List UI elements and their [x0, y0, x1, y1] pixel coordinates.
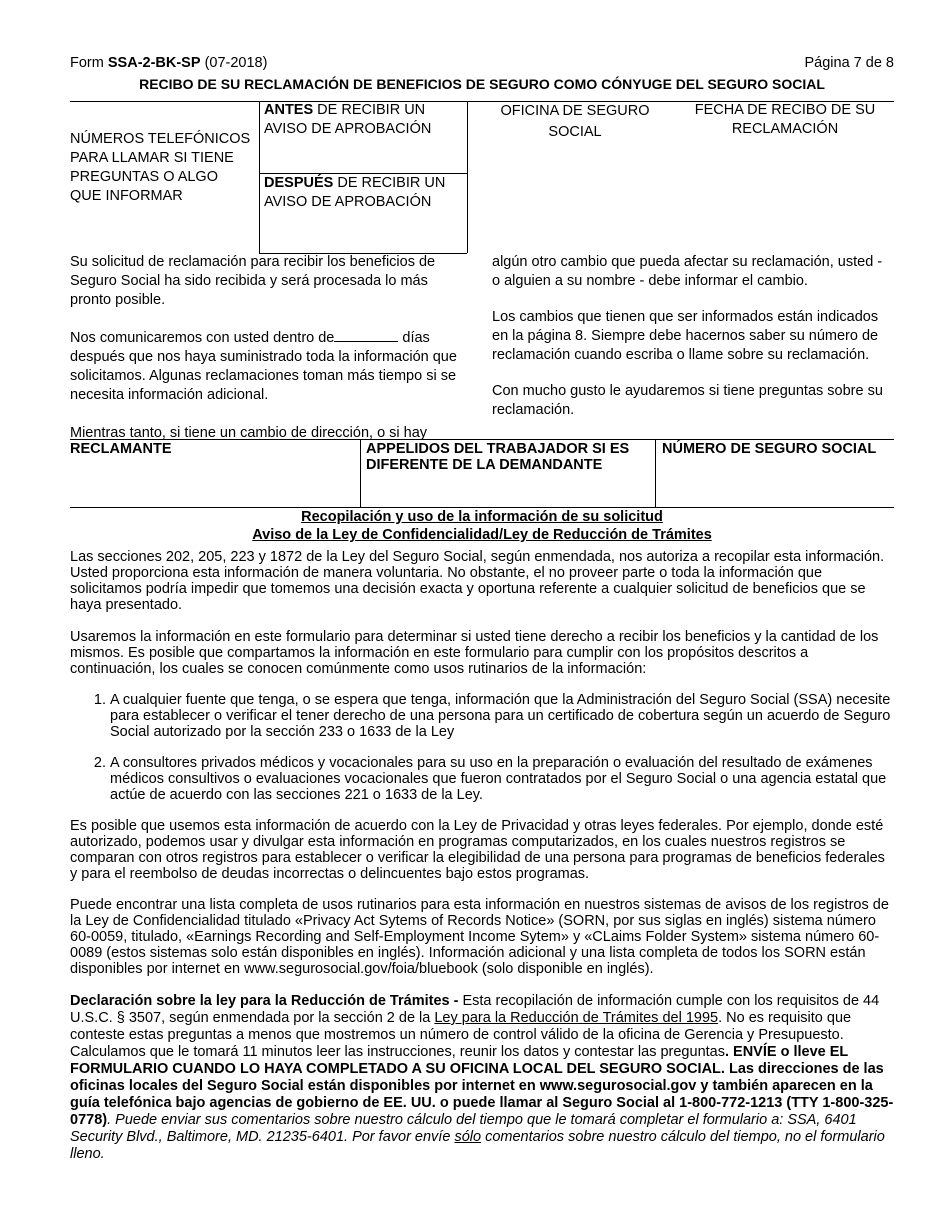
- page-number: Página 7 de 8: [804, 55, 894, 71]
- table-divider: [467, 101, 468, 253]
- form-id: Form SSA-2-BK-SP (07-2018): [70, 55, 268, 71]
- claimant-row-divider: [655, 439, 656, 507]
- table-divider: [259, 101, 260, 253]
- receipt-text-left: [70, 253, 465, 443]
- social-security-office-field[interactable]: OFICINA DE SEGURO SOCIAL: [500, 103, 650, 140]
- receipt-paragraph: Con mucho gusto le ayudaremos si tiene preguntas sobre su reclamación.: [492, 383, 883, 418]
- receipt-paragraph: Nos comunicaremos con usted dentro de días después que nos haya suministrado toda la información que solicitamos. Algunas reclamaciones toman más tiempo si se necesita información adicional.: [70, 330, 457, 403]
- form-title: RECIBO DE SU RECLAMACIÓN DE BENEFICIOS DE SEGURO COMO CÓNYUGE DEL SEGURO SOCIAL: [139, 76, 825, 92]
- worker-surname-field[interactable]: APPELIDOS DEL TRABAJADOR SI ES DIFERENTE DE LA DEMANDANTE: [366, 441, 630, 473]
- privacy-paragraph: Usaremos la información en este formulario para determinar si usted tiene derecho a recibir los beneficios y la cantidad de los mismos. Es posible que compartamos la información en este formulario para cumplir con los propósitos descritos a continuación, los cuales se conocen comúnmente como usos rutinarios de la información:: [70, 629, 879, 677]
- ssn-field[interactable]: NÚMERO DE SEGURO SOCIAL: [662, 441, 877, 457]
- list-item: 2. A consultores privados médicos y vocacionales para su uso en la preparación o evaluación del resultado de exámenes médicos consultivos o evaluaciones vocacionales que fueron contratados por el Seguro Social o una agencia estatal que actúe de acuerdo con las secciones 221 o 1633 de la Ley.: [110, 755, 896, 803]
- pra-law-link: Ley para la Reducción de Trámites del 1995: [434, 1010, 719, 1026]
- receipt-text-right: [492, 253, 894, 440]
- claimant-field[interactable]: RECLAMANTE: [70, 441, 172, 457]
- receipt-paragraph: Los cambios que tienen que ser informados están indicados en la página 8. Siempre debe hacernos saber su número de reclamación cuando escriba o llame sobre su reclamación.: [492, 309, 879, 363]
- privacy-paragraph: Puede encontrar una lista completa de usos rutinarios para esta información en nuestros sistemas de avisos de los registros de la Ley de Confidencialidad titulado «Privacy Act Sytems of Records Notice» (SORN, por sus siglas en inglés) sistema número 60-0059, titulado, «Earnings Recording and Self-Employment Income Sytem» y «CLaims Folder System» sistema número 60-0089 (estos sistemas solo están disponibles en inglés). Información adicional y una lista completa de todos los SORN están disponibles por internet en www.segurosocial.gov/foia/bluebook (solo disponible en inglés).: [70, 897, 889, 977]
- receipt-paragraph: algún otro cambio que pueda afectar su reclamación, usted - o alguien a su nombre - debe informar el cambio.: [492, 254, 883, 289]
- before-approval-field[interactable]: ANTES DE RECIBIR UN AVISO DE APROBACIÓN: [264, 102, 432, 137]
- privacy-paragraph: Es posible que usemos esta información de acuerdo con la Ley de Privacidad y otras leyes federales. Por ejemplo, donde esté autorizado, podemos usar y divulgar esta información en programas computarizados, en los cuales nuestros registros se comparan con otros registros para establecer o verificar la elegibilidad de una persona para programas de beneficios federales y para el reembolso de deudas incorrectas o delincuentes bajo estos programas.: [70, 818, 885, 882]
- after-approval-field[interactable]: DESPUÉS DE RECIBIR UN AVISO DE APROBACIÓN: [264, 175, 446, 210]
- claim-receipt-date-field[interactable]: FECHA DE RECIBO DE SU RECLAMACIÓN: [694, 102, 876, 137]
- phone-numbers-label: NÚMEROS TELEFÓNICOS PARA LLAMAR SI TIENE PREGUNTAS O ALGO QUE INFORMAR: [70, 131, 251, 204]
- privacy-subheading: Aviso de la Ley de Confidencialidad/Ley de Reducción de Trámites: [252, 527, 712, 543]
- claimant-row-top-rule: [70, 439, 894, 440]
- paperwork-reduction-statement: Declaración sobre la ley para la Reducción de Trámites - Esta recopilación de información cumple con los requisitos de 44 U.S.C. § 3507, según enmendada por la sección 2 de la Ley para la Reducción de Trámites del 1995. No es requisito que conteste estas preguntas a menos que mostremos un número de control válido de la oficina de Gerencia y Presupuesto. Calculamos que le tomará 11 minutos leer las instrucciones, reunir los datos y contestar las preguntas. ENVÍE o lleve EL FORMULARIO CUANDO LO HAYA COMPLETADO A SU OFICINA LOCAL DEL SEGURO SOCIAL. Las direcciones de las oficinas locales del Seguro Social están disponibles por internet en www.segurosocial.gov y también aparecen en la guía telefónica bajo agencias de gobierno de EE. UU. o puede llamar al Seguro Social al 1-800-772-1213 (TTY 1-800-325-0778). Puede enviar sus comentarios sobre nuestro cálculo del tiempo que le tomará completar el formulario a: SSA, 6401 Security Blvd., Baltimore, MD. 21235-6401. Por favor envíe sólo comentarios sobre nuestro cálculo del tiempo, no el formulario lleno.: [70, 993, 894, 1162]
- privacy-paragraph: Las secciones 202, 205, 223 y 1872 de la Ley del Seguro Social, según enmendada, nos autoriza a recopilar esta información. Usted proporciona esta información de manera voluntaria. No obstante, el no proveer parte o toda la información que solicitamos podría impedir que tomemos una decisión exacta y oportuna referente a cualquier solicitud de beneficios que se haya presentado.: [70, 549, 885, 613]
- receipt-paragraph: Su solicitud de reclamación para recibir los beneficios de Seguro Social ha sido recibida y será procesada lo más pronto posible.: [70, 254, 436, 308]
- privacy-heading: Recopilación y uso de la información de su solicitud: [301, 509, 663, 525]
- privacy-notice: [70, 549, 896, 1163]
- days-field[interactable]: [334, 329, 398, 342]
- receipt-paragraph: Mientras tanto, si tiene un cambio de dirección, o si hay: [70, 425, 428, 441]
- claimant-row-divider: [360, 439, 361, 507]
- routine-uses-list: [70, 692, 896, 803]
- list-item: 1. A cualquier fuente que tenga, o se espera que tenga, información que la Administración del Seguro Social (SSA) necesite para establecer o verificar el tener derecho de una persona para un certificado de cobertura según un acuerdo de Seguro Social autorizado por la sección 233 o 1633 de la Ley: [110, 692, 896, 740]
